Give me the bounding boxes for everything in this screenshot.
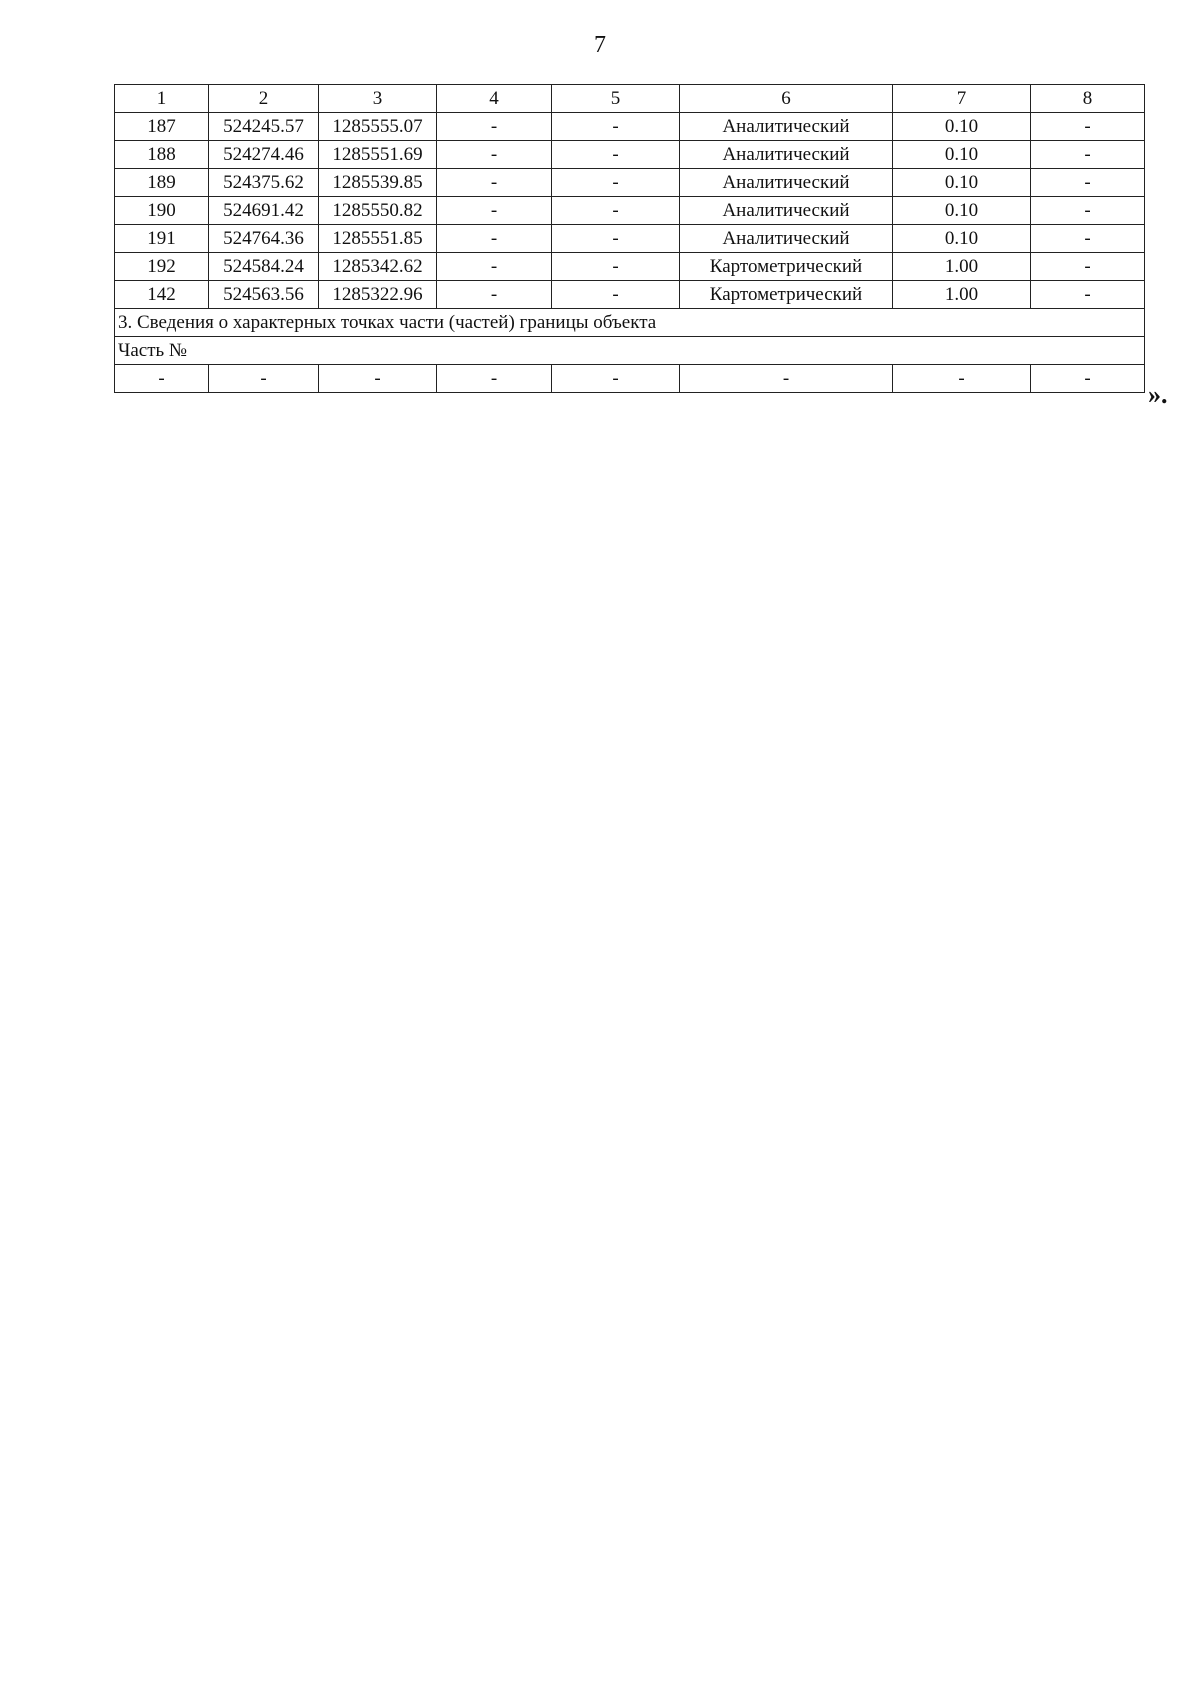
table-cell: - — [115, 365, 209, 393]
table-cell: - — [437, 253, 552, 281]
x-coordinate-cell: 524764.36 — [209, 225, 319, 253]
table-cell: - — [552, 225, 680, 253]
method-cell: Картометрический — [680, 253, 893, 281]
accuracy-cell: 0.10 — [893, 113, 1031, 141]
point-number-cell: 189 — [115, 169, 209, 197]
header-cell: 8 — [1031, 85, 1145, 113]
table-cell: - — [1031, 113, 1145, 141]
section-title-row — [115, 309, 1145, 337]
table-cell: - — [1031, 141, 1145, 169]
table-cell: - — [680, 365, 893, 393]
method-cell: Аналитический — [680, 113, 893, 141]
y-coordinate-cell: 1285539.85 — [319, 169, 437, 197]
coordinates-table-container — [114, 84, 1145, 393]
x-coordinate-cell: 524245.57 — [209, 113, 319, 141]
method-cell: Аналитический — [680, 141, 893, 169]
method-cell: Картометрический — [680, 281, 893, 309]
part-label: Часть № — [115, 337, 1145, 365]
header-cell: 4 — [437, 85, 552, 113]
table-cell: - — [552, 141, 680, 169]
accuracy-cell: 0.10 — [893, 225, 1031, 253]
table-cell: - — [552, 281, 680, 309]
point-number-cell: 142 — [115, 281, 209, 309]
table-cell: - — [893, 365, 1031, 393]
point-number-cell: 191 — [115, 225, 209, 253]
point-number-cell: 187 — [115, 113, 209, 141]
y-coordinate-cell: 1285322.96 — [319, 281, 437, 309]
table-cell: - — [319, 365, 437, 393]
y-coordinate-cell: 1285551.85 — [319, 225, 437, 253]
accuracy-cell: 1.00 — [893, 281, 1031, 309]
accuracy-cell: 0.10 — [893, 169, 1031, 197]
header-cell: 3 — [319, 85, 437, 113]
table-cell: - — [552, 253, 680, 281]
accuracy-cell: 0.10 — [893, 197, 1031, 225]
x-coordinate-cell: 524563.56 — [209, 281, 319, 309]
point-number-cell: 192 — [115, 253, 209, 281]
table-row — [115, 141, 1145, 169]
part-label-row — [115, 337, 1145, 365]
table-cell: - — [437, 281, 552, 309]
accuracy-cell: 0.10 — [893, 141, 1031, 169]
method-cell: Аналитический — [680, 197, 893, 225]
table-cell: - — [437, 365, 552, 393]
y-coordinate-cell: 1285342.62 — [319, 253, 437, 281]
table-cell: - — [1031, 365, 1145, 393]
x-coordinate-cell: 524274.46 — [209, 141, 319, 169]
table-cell: - — [552, 169, 680, 197]
table-cell: - — [437, 197, 552, 225]
table-row — [115, 281, 1145, 309]
header-cell: 5 — [552, 85, 680, 113]
table-row — [115, 169, 1145, 197]
table-row — [115, 197, 1145, 225]
closing-quote-mark: ». — [1148, 380, 1168, 409]
table-cell: - — [1031, 253, 1145, 281]
x-coordinate-cell: 524584.24 — [209, 253, 319, 281]
empty-data-row — [115, 365, 1145, 393]
table-cell: - — [437, 113, 552, 141]
method-cell: Аналитический — [680, 225, 893, 253]
table-row — [115, 225, 1145, 253]
section-title: 3. Сведения о характерных точках части (частей) границы объекта — [115, 309, 1145, 337]
table-cell: - — [437, 225, 552, 253]
table-cell: - — [437, 141, 552, 169]
table-cell: - — [552, 365, 680, 393]
header-cell: 2 — [209, 85, 319, 113]
method-cell: Аналитический — [680, 169, 893, 197]
point-number-cell: 188 — [115, 141, 209, 169]
table-cell: - — [552, 197, 680, 225]
x-coordinate-cell: 524691.42 — [209, 197, 319, 225]
table-cell: - — [552, 113, 680, 141]
x-coordinate-cell: 524375.62 — [209, 169, 319, 197]
y-coordinate-cell: 1285551.69 — [319, 141, 437, 169]
table-row — [115, 253, 1145, 281]
page-number: 7 — [594, 32, 606, 58]
table-cell: - — [1031, 225, 1145, 253]
table-cell: - — [437, 169, 552, 197]
header-cell: 1 — [115, 85, 209, 113]
table-cell: - — [1031, 169, 1145, 197]
header-cell: 7 — [893, 85, 1031, 113]
table-cell: - — [209, 365, 319, 393]
table-cell: - — [1031, 197, 1145, 225]
coordinates-table — [114, 84, 1145, 393]
table-row — [115, 113, 1145, 141]
y-coordinate-cell: 1285550.82 — [319, 197, 437, 225]
y-coordinate-cell: 1285555.07 — [319, 113, 437, 141]
accuracy-cell: 1.00 — [893, 253, 1031, 281]
table-cell: - — [1031, 281, 1145, 309]
point-number-cell: 190 — [115, 197, 209, 225]
table-header-row — [115, 85, 1145, 113]
header-cell: 6 — [680, 85, 893, 113]
